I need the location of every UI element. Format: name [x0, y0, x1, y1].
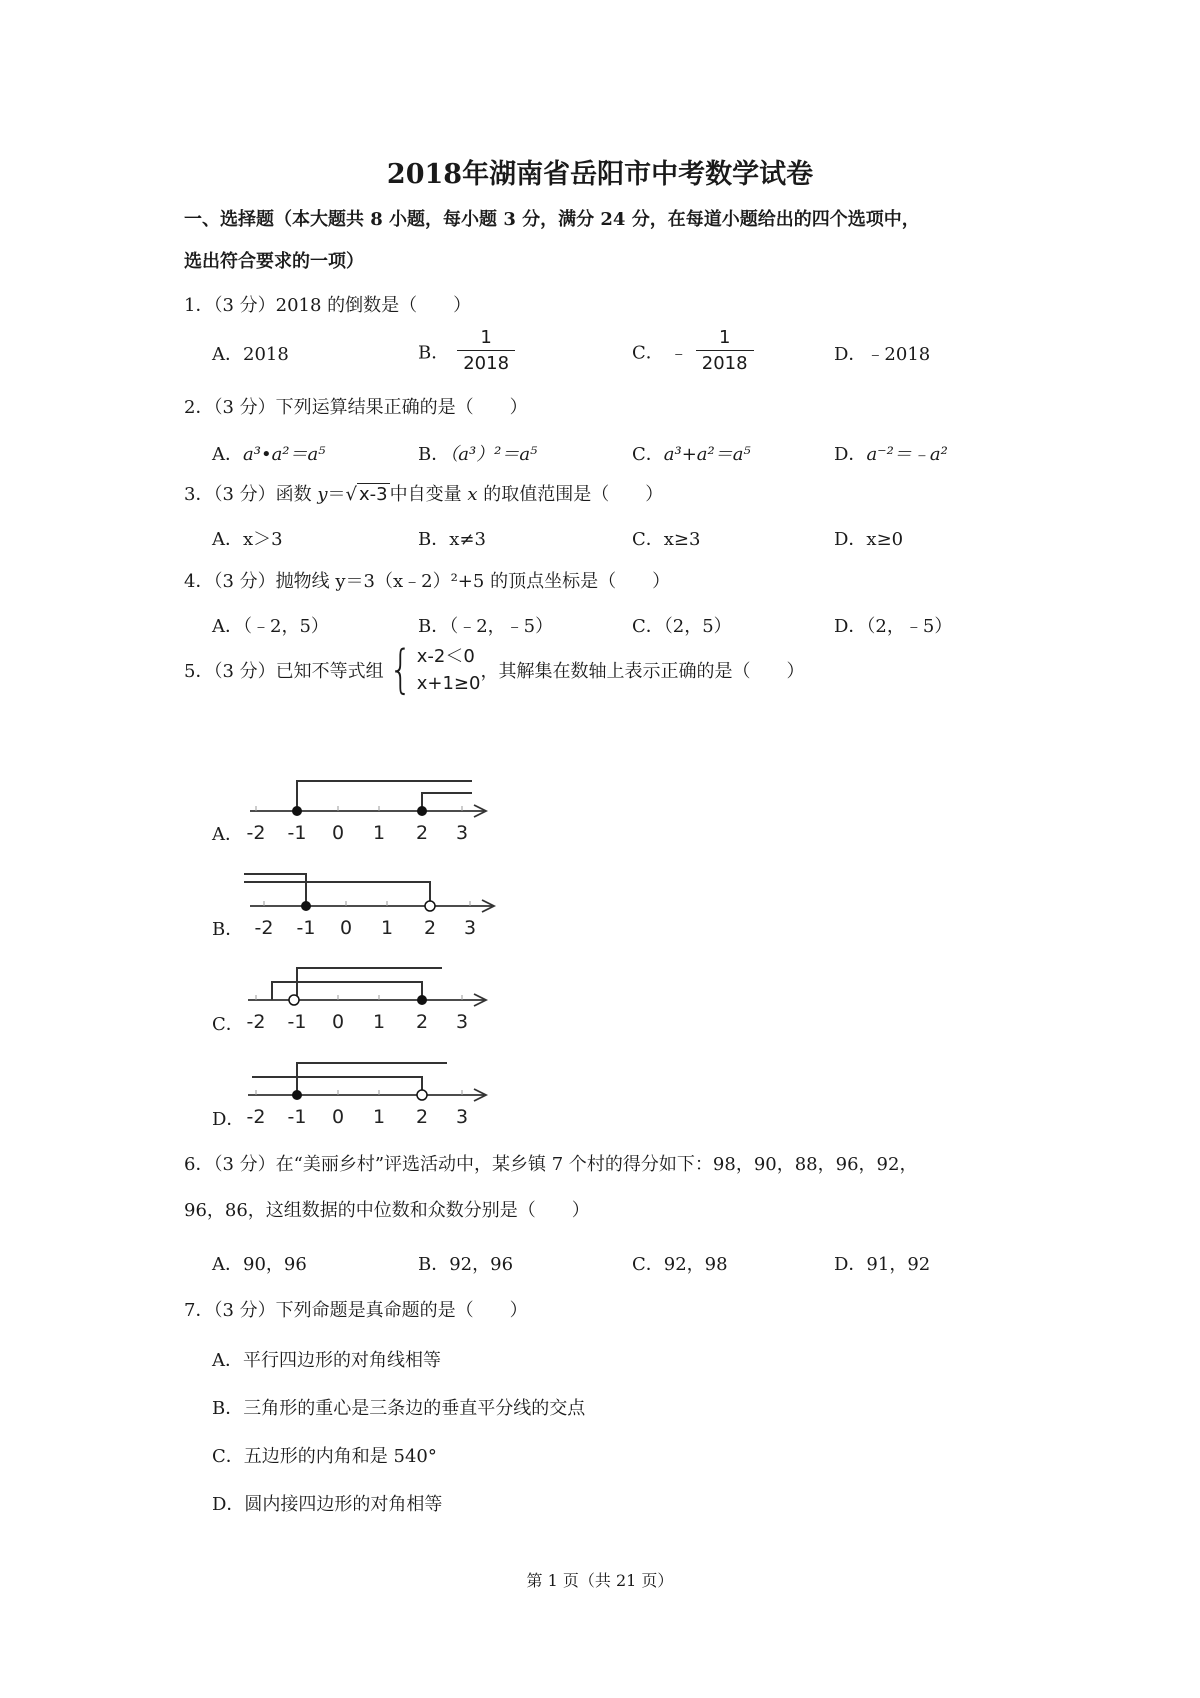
section-heading: 一、选择题（本大题共 8 小题，每小题 3 分，满分 24 分，在每道小题给出的四个选项中，	[184, 209, 920, 230]
sqrt-expression: √ x-3	[345, 484, 388, 505]
tick-label: -1	[287, 822, 307, 844]
q6-option-a: A．90，96	[212, 1254, 307, 1275]
question-6-stem: 6．（3 分）在“美丽乡村”评选活动中，某乡镇 7 个村的得分如下：98，90，88，96，92，	[184, 1154, 918, 1175]
tick-label: 0	[331, 1106, 345, 1127]
question-3-stem: 3．（3 分）函数 y＝√ x-3 中自变量 x 的取值范围是（ ）	[184, 484, 664, 505]
question-5-stem: 5．（3 分）已知不等式组{ x-2＜0 x+1≥0 ，其解集在数轴上表示正确的是（ ）	[184, 640, 805, 700]
q3-option-b: B．x≠3	[418, 529, 486, 550]
q3-option-a: A．x＞3	[212, 529, 283, 550]
q5-option-d: D．	[212, 1109, 245, 1130]
q6-option-b: B．92，96	[418, 1254, 514, 1275]
tick-label: 0	[331, 822, 345, 844]
inequality-system: { x-2＜0 x+1≥0	[388, 640, 481, 700]
q4-option-c: C．（2，5）	[632, 616, 732, 637]
number-line-a	[242, 775, 502, 845]
q7-option-a: A．平行四边形的对角线相等	[212, 1350, 441, 1371]
tick-label: 1	[372, 822, 386, 844]
q2-option-b: B．（a³）²＝a⁵	[418, 444, 538, 465]
tick-label: 0	[331, 1011, 345, 1032]
tick-label: -2	[254, 917, 274, 938]
q6-option-d: D．91，92	[834, 1254, 931, 1275]
tick-label: -1	[287, 1106, 307, 1127]
q2-option-a: A．a³•a²＝a⁵	[212, 444, 326, 465]
q3-option-d: D．x≥0	[834, 529, 904, 550]
q7-option-c: C．五边形的内角和是 540°	[212, 1446, 437, 1467]
q1-c-fraction: $\frac{1}{2018}$	[696, 326, 754, 377]
tick-label: 2	[423, 917, 437, 938]
tick-label: 3	[455, 1011, 469, 1032]
question-6-stem-cont: 96，86，这组数据的中位数和众数分别是（ ）	[184, 1200, 590, 1221]
q4-option-a: A．（﹣2，5）	[212, 616, 329, 637]
q2-option-c: C．a³+a²＝a⁵	[632, 444, 751, 465]
number-line-c	[242, 962, 502, 1032]
question-7-stem: 7．（3 分）下列命题是真命题的是（ ）	[184, 1300, 528, 1321]
question-2-stem: 2．（3 分）下列运算结果正确的是（ ）	[184, 397, 528, 418]
tick-label: -2	[246, 1011, 266, 1032]
q5-option-a: A．	[212, 824, 243, 845]
q7-option-d: D．圆内接四边形的对角相等	[212, 1494, 443, 1515]
q1-option-b: B． $\frac{1}{2018}$	[418, 326, 515, 377]
q5-option-c: C．	[212, 1014, 244, 1035]
tick-label: -2	[246, 822, 266, 844]
tick-label: -1	[296, 917, 316, 938]
tick-label: 3	[455, 822, 469, 844]
q1-option-d: D．﹣2018	[834, 344, 931, 365]
q7-option-b: B．三角形的重心是三条边的垂直平分线的交点	[212, 1398, 586, 1419]
tick-label: 1	[380, 917, 394, 938]
tick-label: 2	[415, 1106, 429, 1127]
number-line-b	[242, 868, 502, 938]
q5-option-b: B．	[212, 919, 244, 940]
q1-option-c: C． ﹣ $\frac{1}{2018}$	[632, 326, 754, 377]
q6-option-c: C．92，98	[632, 1254, 728, 1275]
tick-label: 2	[415, 822, 429, 844]
number-line-d	[242, 1057, 502, 1127]
tick-label: 3	[463, 917, 477, 938]
tick-label: 2	[415, 1011, 429, 1032]
q2-option-d: D．a⁻²＝﹣a²	[834, 444, 948, 465]
exam-title: 2018年湖南省岳阳市中考数学试卷	[386, 159, 814, 190]
q3-option-c: C．x≥3	[632, 529, 701, 550]
question-4-stem: 4．（3 分）抛物线 y＝3（x﹣2）²+5 的顶点坐标是（ ）	[184, 571, 671, 592]
q4-option-d: D．（2，﹣5）	[834, 616, 953, 637]
question-1-stem: 1．（3 分）2018 的倒数是（ ）	[184, 295, 472, 316]
section-heading-cont: 选出符合要求的一项）	[184, 251, 364, 272]
tick-label: 3	[455, 1106, 469, 1127]
tick-label: -2	[246, 1106, 266, 1127]
tick-label: 1	[372, 1011, 386, 1032]
tick-label: -1	[287, 1011, 307, 1032]
page-footer: 第 1 页（共 21 页）	[526, 1571, 674, 1590]
q4-option-b: B．（﹣2，﹣5）	[418, 616, 554, 637]
q1-b-fraction: $\frac{1}{2018}$	[457, 326, 515, 377]
q1-option-a: A．2018	[212, 344, 289, 365]
tick-label: 0	[339, 917, 353, 938]
tick-label: 1	[372, 1106, 386, 1127]
